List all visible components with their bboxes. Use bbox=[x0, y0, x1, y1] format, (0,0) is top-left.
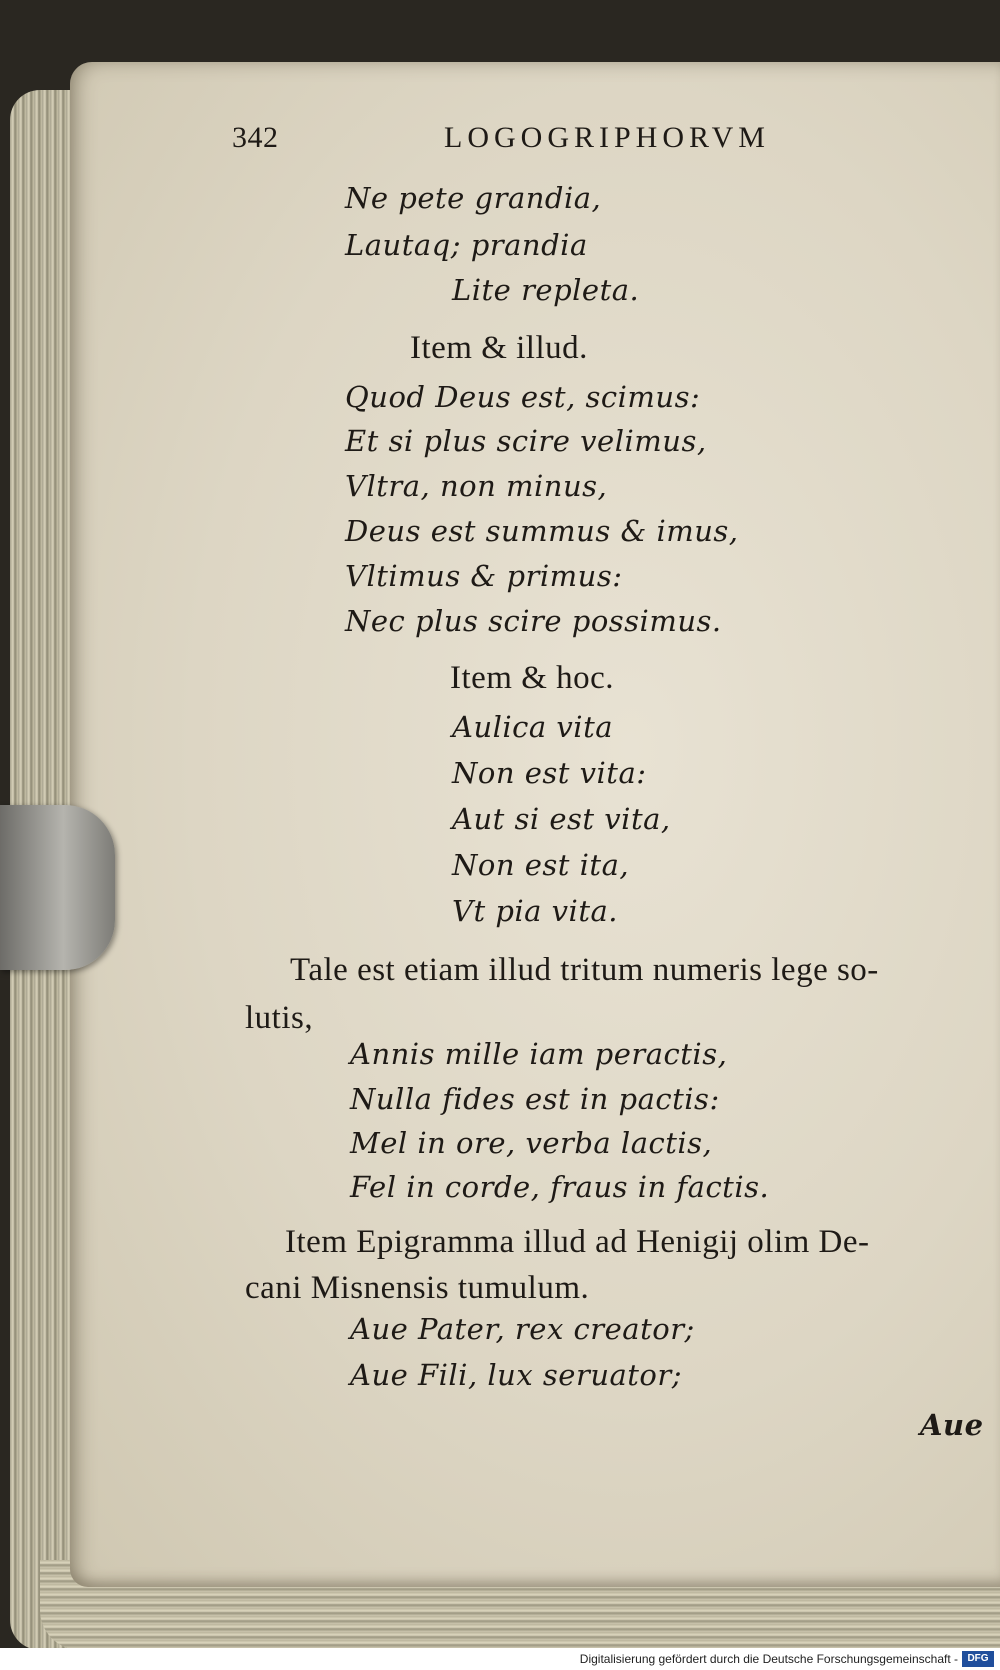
verse-line: Vltimus & primus: bbox=[345, 559, 623, 593]
verse-line: Aulica vita bbox=[452, 710, 614, 744]
verse-line: Et si plus scire velimus, bbox=[345, 424, 707, 458]
verse-line: Lautaq; prandia bbox=[345, 228, 588, 262]
prose-line: Item Epigramma illud ad Henigij olim De- bbox=[285, 1224, 870, 1260]
prose-line: cani Misnensis tumulum. bbox=[245, 1270, 590, 1306]
verse-line: Lite repleta. bbox=[452, 273, 640, 307]
verse-line: Vt pia vita. bbox=[452, 894, 618, 928]
verse-line: Quod Deus est, scimus: bbox=[345, 380, 701, 414]
verse-line: Mel in ore, verba lactis, bbox=[350, 1126, 713, 1160]
section-heading: Item & hoc. bbox=[450, 660, 615, 696]
page-number: 342 bbox=[232, 121, 279, 154]
verse-line: Non est vita: bbox=[452, 756, 647, 790]
dfg-logo: DFG bbox=[962, 1651, 994, 1667]
verse-line: Nulla fides est in pactis: bbox=[350, 1082, 720, 1116]
verse-line: Non est ita, bbox=[452, 848, 630, 882]
verse-line: Annis mille iam peractis, bbox=[350, 1037, 728, 1071]
section-heading: Item & illud. bbox=[410, 330, 588, 366]
prose-line: Tale est etiam illud tritum numeris lege so- bbox=[290, 952, 879, 988]
catchword: Aue bbox=[920, 1408, 984, 1442]
verse-line: Aut si est vita, bbox=[452, 802, 671, 836]
verse-line: Fel in corde, fraus in factis. bbox=[350, 1170, 770, 1204]
running-head: LOGOGRIPHORVM bbox=[444, 121, 770, 154]
verse-line: Aue Fili, lux seruator; bbox=[350, 1358, 683, 1392]
verse-line: Nec plus scire possimus. bbox=[345, 604, 722, 638]
prose-line: lutis, bbox=[245, 1000, 314, 1036]
verse-line: Aue Pater, rex creator; bbox=[350, 1312, 695, 1346]
footer-credit: Digitalisierung gefördert durch die Deutsche Forschungsgemeinschaft - bbox=[579, 1652, 958, 1666]
verse-line: Vltra, non minus, bbox=[345, 469, 608, 503]
verse-line: Ne pete grandia, bbox=[345, 181, 602, 215]
verse-line: Deus est summus & imus, bbox=[345, 514, 739, 548]
